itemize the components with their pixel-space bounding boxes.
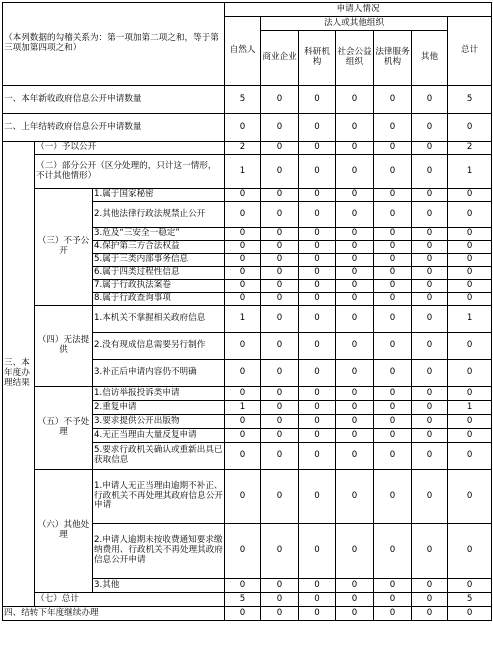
cell-value: 0: [261, 387, 299, 401]
cell-value: 0: [448, 607, 492, 621]
cell-value: 0: [336, 280, 374, 293]
row-label: 2.没有现成信息需要另行制作: [93, 333, 225, 360]
cell-value: 0: [261, 293, 299, 306]
row-label: 4.无正当理由大量反复申请: [93, 429, 225, 443]
cell-value: 0: [374, 228, 412, 241]
cell-value: 0: [299, 415, 336, 429]
cell-value: 0: [299, 360, 336, 387]
cell-value: 0: [299, 306, 336, 333]
cell-value: 0: [374, 241, 412, 254]
cell-value: 0: [225, 267, 261, 280]
cell-value: 0: [225, 579, 261, 593]
section3-label: 三、本年度办理结果: [3, 142, 35, 607]
cell-value: 0: [261, 306, 299, 333]
cell-value: 0: [261, 228, 299, 241]
table-row: [3, 189, 492, 202]
cell-value: 0: [412, 470, 448, 524]
row-label: 7.属于行政执法案卷: [93, 280, 225, 293]
cell-value: 0: [225, 228, 261, 241]
cell-value: 0: [412, 86, 448, 114]
table-row: [3, 142, 492, 155]
cell-value: 0: [448, 228, 492, 241]
row-label: 1.申请人无正当理由逾期不补正、行政机关不再处理其政府信息公开申请: [93, 470, 225, 524]
cell-value: 0: [299, 189, 336, 202]
cell-value: 0: [299, 280, 336, 293]
cell-value: 0: [448, 254, 492, 267]
cell-value: 0: [299, 524, 336, 579]
cell-value: 0: [412, 387, 448, 401]
cell-value: 0: [412, 155, 448, 189]
cell-value: 0: [448, 579, 492, 593]
cell-value: 0: [374, 429, 412, 443]
cell-value: 0: [299, 254, 336, 267]
cell-value: 0: [412, 579, 448, 593]
cell-value: 0: [374, 280, 412, 293]
cell-value: 0: [374, 524, 412, 579]
cell-value: 0: [261, 579, 299, 593]
cell-value: 0: [299, 470, 336, 524]
cell-value: 0: [336, 202, 374, 228]
cell-value: 0: [336, 306, 374, 333]
cell-value: 0: [225, 280, 261, 293]
cell-value: 0: [412, 593, 448, 607]
cell-value: 0: [374, 360, 412, 387]
cell-value: 0: [336, 387, 374, 401]
table-row: [3, 86, 492, 114]
header-commercial: 商业企业: [261, 31, 299, 86]
cell-value: 0: [448, 189, 492, 202]
header-natural-person: 自然人: [225, 17, 261, 86]
cell-value: 0: [299, 593, 336, 607]
cell-value: 1: [225, 306, 261, 333]
row-label: 4.保护第三方合法权益: [93, 241, 225, 254]
row-label: 四、结转下年度继续办理: [3, 607, 225, 621]
table-row: [3, 387, 492, 401]
cell-value: 0: [261, 280, 299, 293]
cell-value: 0: [261, 360, 299, 387]
header-note: （本列数据的勾稽关系为：第一项加第二项之和，等于第三项加第四项之和）: [3, 3, 225, 86]
row-label: 3.危及“三安全一稳定”: [93, 228, 225, 241]
cell-value: 0: [261, 443, 299, 470]
cell-value: 0: [336, 443, 374, 470]
cell-value: 0: [448, 524, 492, 579]
cell-value: 0: [374, 86, 412, 114]
cell-value: 0: [412, 280, 448, 293]
cell-value: 2: [225, 142, 261, 155]
cell-value: 0: [448, 360, 492, 387]
cell-value: 1: [448, 155, 492, 189]
row-label: （七）总计: [35, 593, 225, 607]
cell-value: 0: [336, 429, 374, 443]
cell-value: 0: [374, 443, 412, 470]
cell-value: 0: [374, 387, 412, 401]
row-label: 3.要求提供公开出版物: [93, 415, 225, 429]
cell-value: 0: [412, 333, 448, 360]
cell-value: 0: [448, 241, 492, 254]
cell-value: 0: [412, 202, 448, 228]
cell-value: 0: [225, 293, 261, 306]
row-label: （一）予以公开: [35, 142, 225, 155]
cell-value: 5: [448, 86, 492, 114]
row-label: 1.属于国家秘密: [93, 189, 225, 202]
group3-label: （三）不予公开: [35, 189, 93, 306]
cell-value: 0: [412, 254, 448, 267]
header-social-welfare: 社会公益组织: [336, 31, 374, 86]
cell-value: 0: [299, 293, 336, 306]
cell-value: 0: [374, 607, 412, 621]
cell-value: 0: [412, 189, 448, 202]
cell-value: 0: [299, 443, 336, 470]
cell-value: 0: [299, 228, 336, 241]
cell-value: 0: [225, 254, 261, 267]
cell-value: 0: [261, 241, 299, 254]
cell-value: 0: [374, 155, 412, 189]
cell-value: 0: [336, 607, 374, 621]
cell-value: 0: [299, 429, 336, 443]
table-row: [3, 114, 492, 142]
cell-value: 0: [448, 114, 492, 142]
cell-value: 0: [336, 333, 374, 360]
cell-value: 0: [336, 524, 374, 579]
cell-value: 0: [374, 415, 412, 429]
cell-value: 5: [448, 593, 492, 607]
cell-value: 0: [261, 429, 299, 443]
cell-value: 0: [225, 415, 261, 429]
cell-value: 0: [412, 228, 448, 241]
disclosure-table: [2, 2, 492, 621]
row-label: 2.其他法律行政法规禁止公开: [93, 202, 225, 228]
cell-value: 0: [374, 114, 412, 142]
row-label: 6.属于四类过程性信息: [93, 267, 225, 280]
cell-value: 0: [448, 470, 492, 524]
cell-value: 0: [225, 241, 261, 254]
cell-value: 0: [261, 254, 299, 267]
cell-value: 0: [261, 86, 299, 114]
cell-value: 0: [225, 470, 261, 524]
cell-value: 0: [412, 401, 448, 415]
row-label: （二）部分公开（区分处理的，只计这一情形，不计其他情形）: [35, 155, 225, 189]
cell-value: 0: [225, 443, 261, 470]
cell-value: 0: [374, 401, 412, 415]
row-label: 3.其他: [93, 579, 225, 593]
cell-value: 0: [448, 280, 492, 293]
row-label: 2.申请人逾期未按收费通知要求缴纳费用、行政机关不再处理其政府信息公开申请: [93, 524, 225, 579]
cell-value: 0: [412, 443, 448, 470]
cell-value: 0: [299, 241, 336, 254]
cell-value: 0: [412, 360, 448, 387]
cell-value: 0: [261, 401, 299, 415]
cell-value: 0: [336, 241, 374, 254]
cell-value: 0: [299, 202, 336, 228]
cell-value: 0: [261, 593, 299, 607]
cell-value: 1: [225, 401, 261, 415]
cell-value: 0: [412, 293, 448, 306]
cell-value: 0: [336, 593, 374, 607]
cell-value: 0: [374, 579, 412, 593]
cell-value: 2: [448, 142, 492, 155]
cell-value: 1: [448, 401, 492, 415]
cell-value: 0: [448, 333, 492, 360]
cell-value: 0: [299, 579, 336, 593]
cell-value: 0: [448, 387, 492, 401]
cell-value: 0: [448, 202, 492, 228]
cell-value: 0: [374, 293, 412, 306]
cell-value: 0: [374, 142, 412, 155]
header-other: 其他: [412, 31, 448, 86]
cell-value: 0: [412, 142, 448, 155]
cell-value: 0: [261, 155, 299, 189]
cell-value: 0: [374, 306, 412, 333]
group5-label: （五）不予处理: [35, 387, 93, 470]
cell-value: 0: [225, 429, 261, 443]
cell-value: 0: [299, 267, 336, 280]
cell-value: 0: [299, 114, 336, 142]
cell-value: 0: [412, 524, 448, 579]
cell-value: 0: [412, 267, 448, 280]
row-label: 5.要求行政机关确认或重新出具已获取信息: [93, 443, 225, 470]
cell-value: 0: [261, 114, 299, 142]
group4-label: （四）无法提供: [35, 306, 93, 387]
cell-value: 0: [299, 86, 336, 114]
cell-value: 0: [374, 189, 412, 202]
cell-value: 0: [299, 401, 336, 415]
cell-value: 0: [299, 142, 336, 155]
cell-value: 0: [261, 470, 299, 524]
cell-value: 0: [299, 155, 336, 189]
header-total: 总计: [448, 17, 492, 86]
cell-value: 0: [336, 228, 374, 241]
cell-value: 0: [336, 579, 374, 593]
row-label: 1.本机关不掌握相关政府信息: [93, 306, 225, 333]
cell-value: 0: [448, 429, 492, 443]
table-row: [3, 306, 492, 333]
row-label: 5.属于三类内部事务信息: [93, 254, 225, 267]
cell-value: 0: [336, 360, 374, 387]
cell-value: 0: [336, 267, 374, 280]
header-legal-org: 法人或其他组织: [261, 17, 448, 31]
cell-value: 0: [225, 387, 261, 401]
cell-value: 0: [336, 401, 374, 415]
cell-value: 0: [412, 415, 448, 429]
cell-value: 0: [448, 415, 492, 429]
row-label: 二、上年结转政府信息公开申请数量: [3, 114, 225, 142]
cell-value: 0: [336, 114, 374, 142]
cell-value: 0: [374, 333, 412, 360]
cell-value: 5: [225, 593, 261, 607]
cell-value: 0: [412, 241, 448, 254]
group6-label: （六）其他处理: [35, 470, 93, 593]
cell-value: 0: [336, 470, 374, 524]
cell-value: 0: [261, 189, 299, 202]
cell-value: 0: [374, 202, 412, 228]
cell-value: 0: [225, 333, 261, 360]
header-research: 科研机构: [299, 31, 336, 86]
table-row: [3, 470, 492, 524]
cell-value: 1: [225, 155, 261, 189]
cell-value: 0: [261, 142, 299, 155]
cell-value: 0: [374, 593, 412, 607]
cell-value: 0: [336, 293, 374, 306]
cell-value: 0: [448, 267, 492, 280]
table-row: [3, 155, 492, 189]
cell-value: 0: [261, 333, 299, 360]
cell-value: 0: [261, 267, 299, 280]
row-label: 3.补正后申请内容仍不明确: [93, 360, 225, 387]
cell-value: 0: [225, 524, 261, 579]
cell-value: 0: [374, 470, 412, 524]
cell-value: 0: [299, 387, 336, 401]
cell-value: 0: [225, 360, 261, 387]
header-applicant: 申请人情况: [225, 3, 492, 17]
row-label: 一、本年新收政府信息公开申请数量: [3, 86, 225, 114]
row-label: 8.属于行政查询事项: [93, 293, 225, 306]
cell-value: 5: [225, 86, 261, 114]
cell-value: 0: [412, 429, 448, 443]
cell-value: 0: [448, 443, 492, 470]
cell-value: 0: [299, 607, 336, 621]
cell-value: 0: [374, 267, 412, 280]
cell-value: 0: [412, 114, 448, 142]
cell-value: 0: [261, 524, 299, 579]
cell-value: 0: [336, 86, 374, 114]
cell-value: 0: [261, 202, 299, 228]
cell-value: 0: [336, 189, 374, 202]
table-row: [3, 607, 492, 621]
cell-value: 0: [261, 415, 299, 429]
cell-value: 1: [448, 306, 492, 333]
cell-value: 0: [261, 607, 299, 621]
cell-value: 0: [336, 155, 374, 189]
cell-value: 0: [299, 333, 336, 360]
cell-value: 0: [336, 415, 374, 429]
cell-value: 0: [225, 114, 261, 142]
row-label: 2.重复申请: [93, 401, 225, 415]
cell-value: 0: [225, 202, 261, 228]
cell-value: 0: [225, 189, 261, 202]
cell-value: 0: [225, 607, 261, 621]
cell-value: 0: [448, 293, 492, 306]
cell-value: 0: [336, 142, 374, 155]
cell-value: 0: [412, 306, 448, 333]
header-legal-service: 法律服务机构: [374, 31, 412, 86]
cell-value: 0: [374, 254, 412, 267]
cell-value: 0: [412, 607, 448, 621]
row-label: 1.信访举报投诉类申请: [93, 387, 225, 401]
table-row: [3, 593, 492, 607]
cell-value: 0: [336, 254, 374, 267]
